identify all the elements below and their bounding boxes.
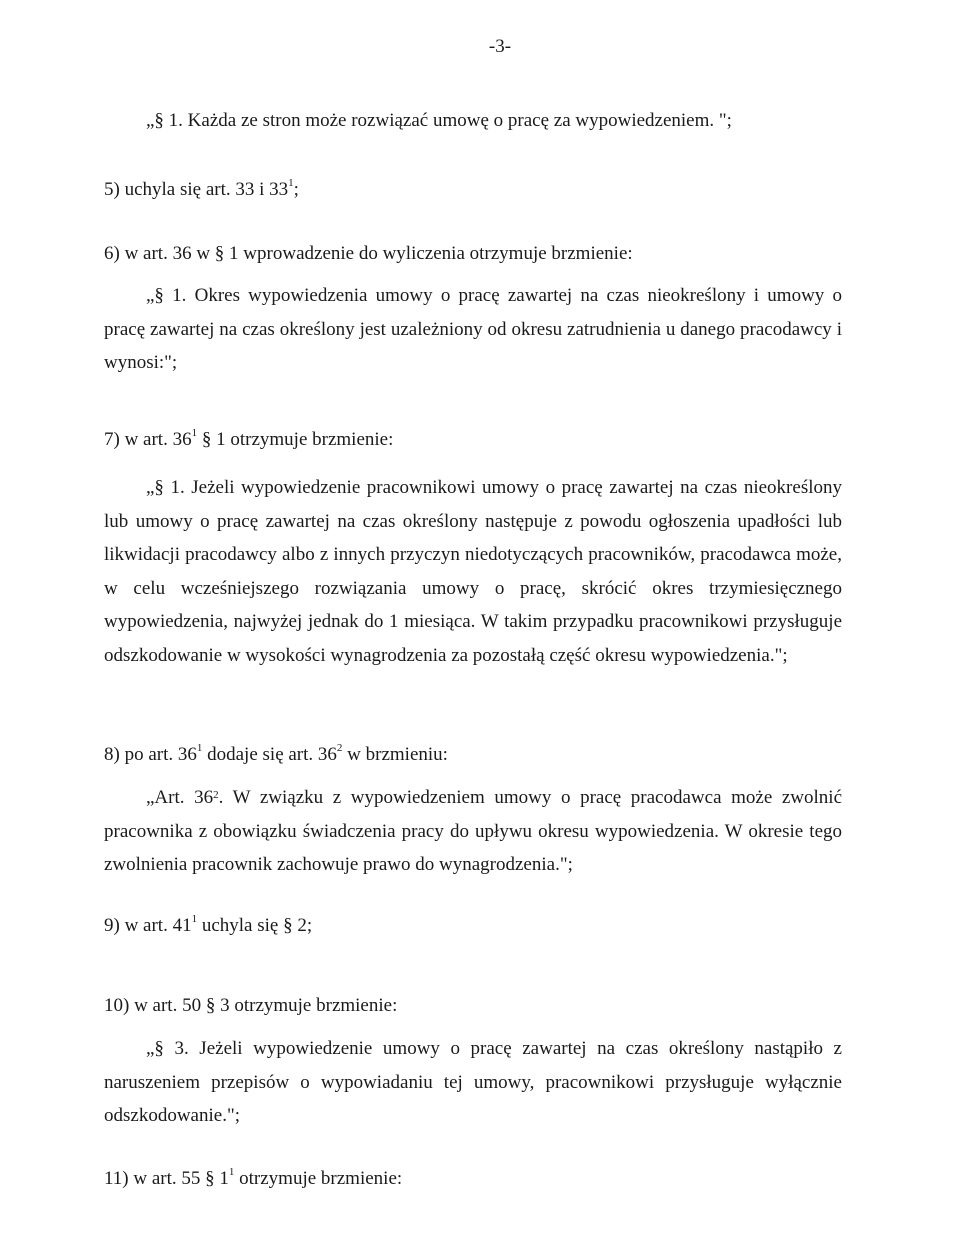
quote-8-sup: 2	[213, 789, 219, 801]
quote-8-a: „Art. 36	[146, 787, 214, 808]
item-9-sup: 1	[191, 913, 198, 925]
item-5	[104, 179, 299, 201]
item-11	[104, 1168, 402, 1190]
item-5-tail: ;	[293, 179, 299, 200]
item-11-sup: 1	[228, 1166, 235, 1178]
quote-paragraph-6: „§ 1. Okres wypowiedzenia umowy o pracę zawartej na czas nieokreślony i umowy o pracę zawartej na czas określony jest uzależniony od okresu zatrudnienia u danego pracodawcy i wynosi:";	[104, 285, 842, 373]
item-5-sup: 1	[288, 177, 294, 189]
item-9	[104, 915, 312, 937]
quote-paragraph-7: „§ 1. Jeżeli wypowiedzenie pracownikowi umowy o pracę zawartej na czas nieokreślony lub umowy o pracę zawartej na czas określony następuje z powodu ogłoszenia upadłości lub likwidacji pracodawcy albo z innych przyczyn niedotyczących pracowników, pracodawca może, w celu wcześniejszego rozwiązania umowy o pracę, skrócić okres trzymiesięcznego wypowiedzenia, najwyżej jednak do 1 miesiąca. W takim przypadku pracownikowi przysługuje odszkodowanie w wysokości wynagrodzenia za pozostałą część okresu wypowiedzenia.";	[104, 477, 842, 666]
quote-paragraph-10: „§ 3. Jeżeli wypowiedzenie umowy o pracę zawartej na czas określony nastąpiło z naruszeniem przepisów o wypowiadaniu tej umowy, pracownikowi przysługuje wyłącznie odszkodowanie.";	[104, 1038, 842, 1126]
item-6: 6) w art. 36 w § 1 wprowadzenie do wyliczenia otrzymuje brzmienie:	[104, 243, 633, 264]
item-8-b: dodaje się art. 36	[202, 744, 337, 765]
page-number: -3-	[488, 36, 512, 57]
item-8-sup2: 2	[336, 742, 343, 754]
item-7-sup: 1	[191, 427, 198, 439]
item-7-tail: § 1 otrzymuje brzmienie:	[197, 429, 394, 450]
quote-paragraph-1: „§ 1. Każda ze stron może rozwiązać umowę o pracę za wypowiedzeniem. ";	[146, 110, 732, 131]
item-11-text: 11) w art. 55 § 1	[104, 1168, 229, 1189]
item-11-tail: otrzymuje brzmienie:	[234, 1168, 403, 1189]
item-8-sup1: 1	[196, 742, 203, 754]
item-5-text: 5) uchyla się art. 33 i 33	[104, 179, 289, 200]
item-10: 10) w art. 50 § 3 otrzymuje brzmienie:	[104, 995, 398, 1016]
item-8	[104, 744, 448, 766]
item-9-tail: uchyla się § 2;	[197, 915, 313, 936]
item-7-text: 7) w art. 36	[104, 429, 192, 450]
item-8-a: 8) po art. 36	[104, 744, 197, 765]
item-9-text: 9) w art. 41	[104, 915, 192, 936]
quote-8-b: . W związku z wypowiedzeniem umowy o pracę pracodawca może zwolnić pracownika z obowiązku świadczenia pracy do upływu okresu wypowiedzenia. W okresie tego zwolnienia pracownik zachowuje prawo do wynagrodzenia.";	[104, 787, 843, 875]
item-8-c: w brzmieniu:	[342, 744, 448, 765]
quote-paragraph-8	[104, 781, 842, 882]
item-7	[104, 429, 393, 451]
